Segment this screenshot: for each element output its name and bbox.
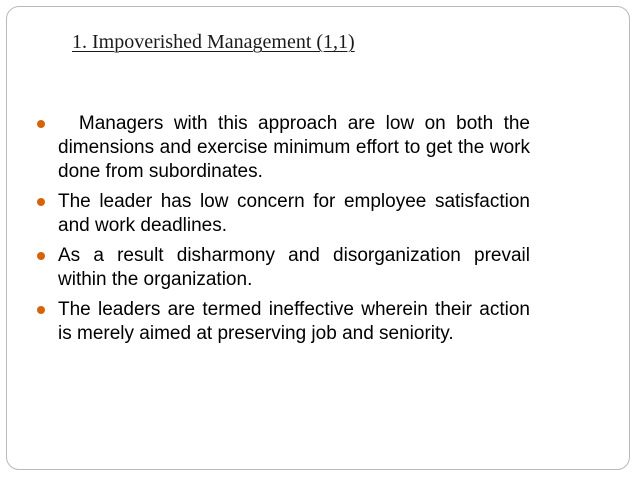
slide-title: 1. Impoverished Management (1,1) — [72, 31, 355, 53]
bullet-dot-icon — [37, 252, 45, 260]
bullet-dot-icon — [37, 198, 45, 206]
bullet-item — [58, 190, 530, 238]
bullet-dot-icon — [37, 120, 45, 128]
bullet-text: The leader has low concern for employee satisfaction and work deadlines. — [58, 191, 530, 236]
bullet-text: Managers with this approach are low on both the dimensions and exercise minimum effort to get the work done from subordinates. — [58, 113, 536, 182]
bullet-text: As a result disharmony and disorganization prevail within the organization. — [58, 245, 530, 290]
bullet-item — [58, 112, 536, 184]
bullet-text: The leaders are termed ineffective wherein their action is merely aimed at preserving job and seniority. — [58, 299, 530, 344]
bullet-item — [58, 298, 530, 346]
bullet-dot-icon — [37, 306, 45, 314]
bullet-list — [58, 112, 536, 352]
bullet-item — [58, 244, 530, 292]
